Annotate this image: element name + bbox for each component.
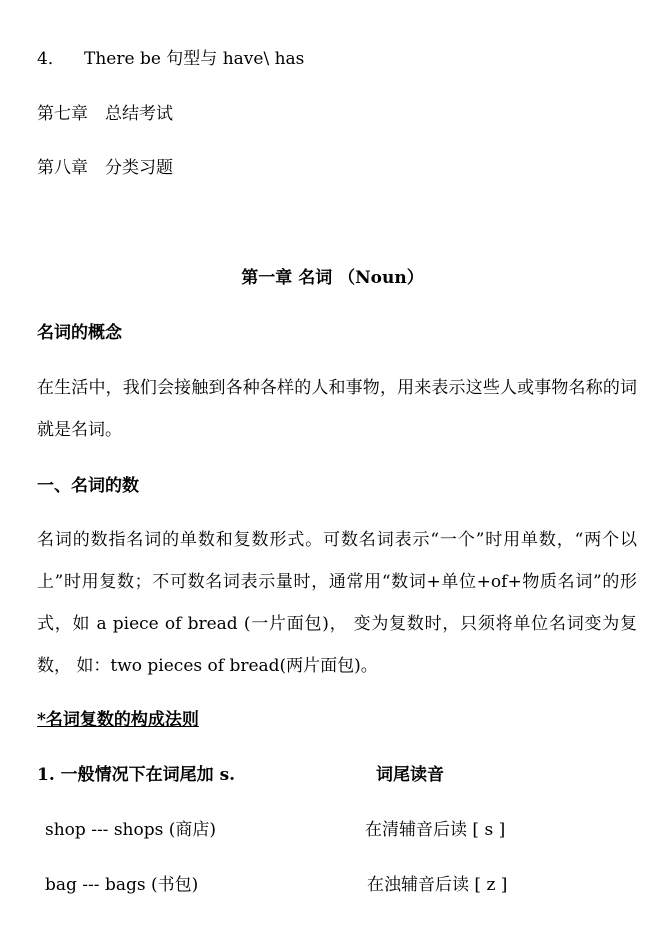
number-section-paragraph: 名词的数指名词的单数和复数形式。可数名词表示“一个”时用单数，“两个以上”时用复数；不可数名词表示量时，通常用“数词+单位+of+物质名词”的形式，如 a piece of bread (一片面包)， 变为复数时，只须将单位名词变为复数， 如：two pieces of bread(两片面包)。 <box>37 530 637 676</box>
toc-chapter-8: 第八章 分类习题 <box>37 158 173 178</box>
toc-item-4-number: 4． <box>37 49 65 69</box>
example-word-2: bag --- bags (书包) <box>45 875 199 895</box>
example-pronunciation-1: 在清辅音后读 [ s ] <box>365 820 506 840</box>
concept-heading: 名词的概念 <box>37 323 122 343</box>
chapter-title: 第一章 名词 （Noun） <box>241 268 424 288</box>
toc-chapter-7: 第七章 总结考试 <box>37 104 173 124</box>
toc-item-4-text: There be 句型与 have\ has <box>84 49 305 69</box>
example-word-1: shop --- shops (商店) <box>45 820 217 840</box>
example-pronunciation-2: 在浊辅音后读 [ z ] <box>367 875 508 895</box>
concept-paragraph: 在生活中，我们会接触到各种各样的人和事物，用来表示这些人或事物名称的词就是名词。 <box>37 378 637 440</box>
number-section-heading: 一、名词的数 <box>37 476 139 496</box>
rule-1-column-heading: 词尾读音 <box>376 765 444 785</box>
rule-1-label: 1. 一般情况下在词尾加 s. <box>37 765 236 785</box>
plural-rules-heading: *名词复数的构成法则 <box>37 710 199 730</box>
